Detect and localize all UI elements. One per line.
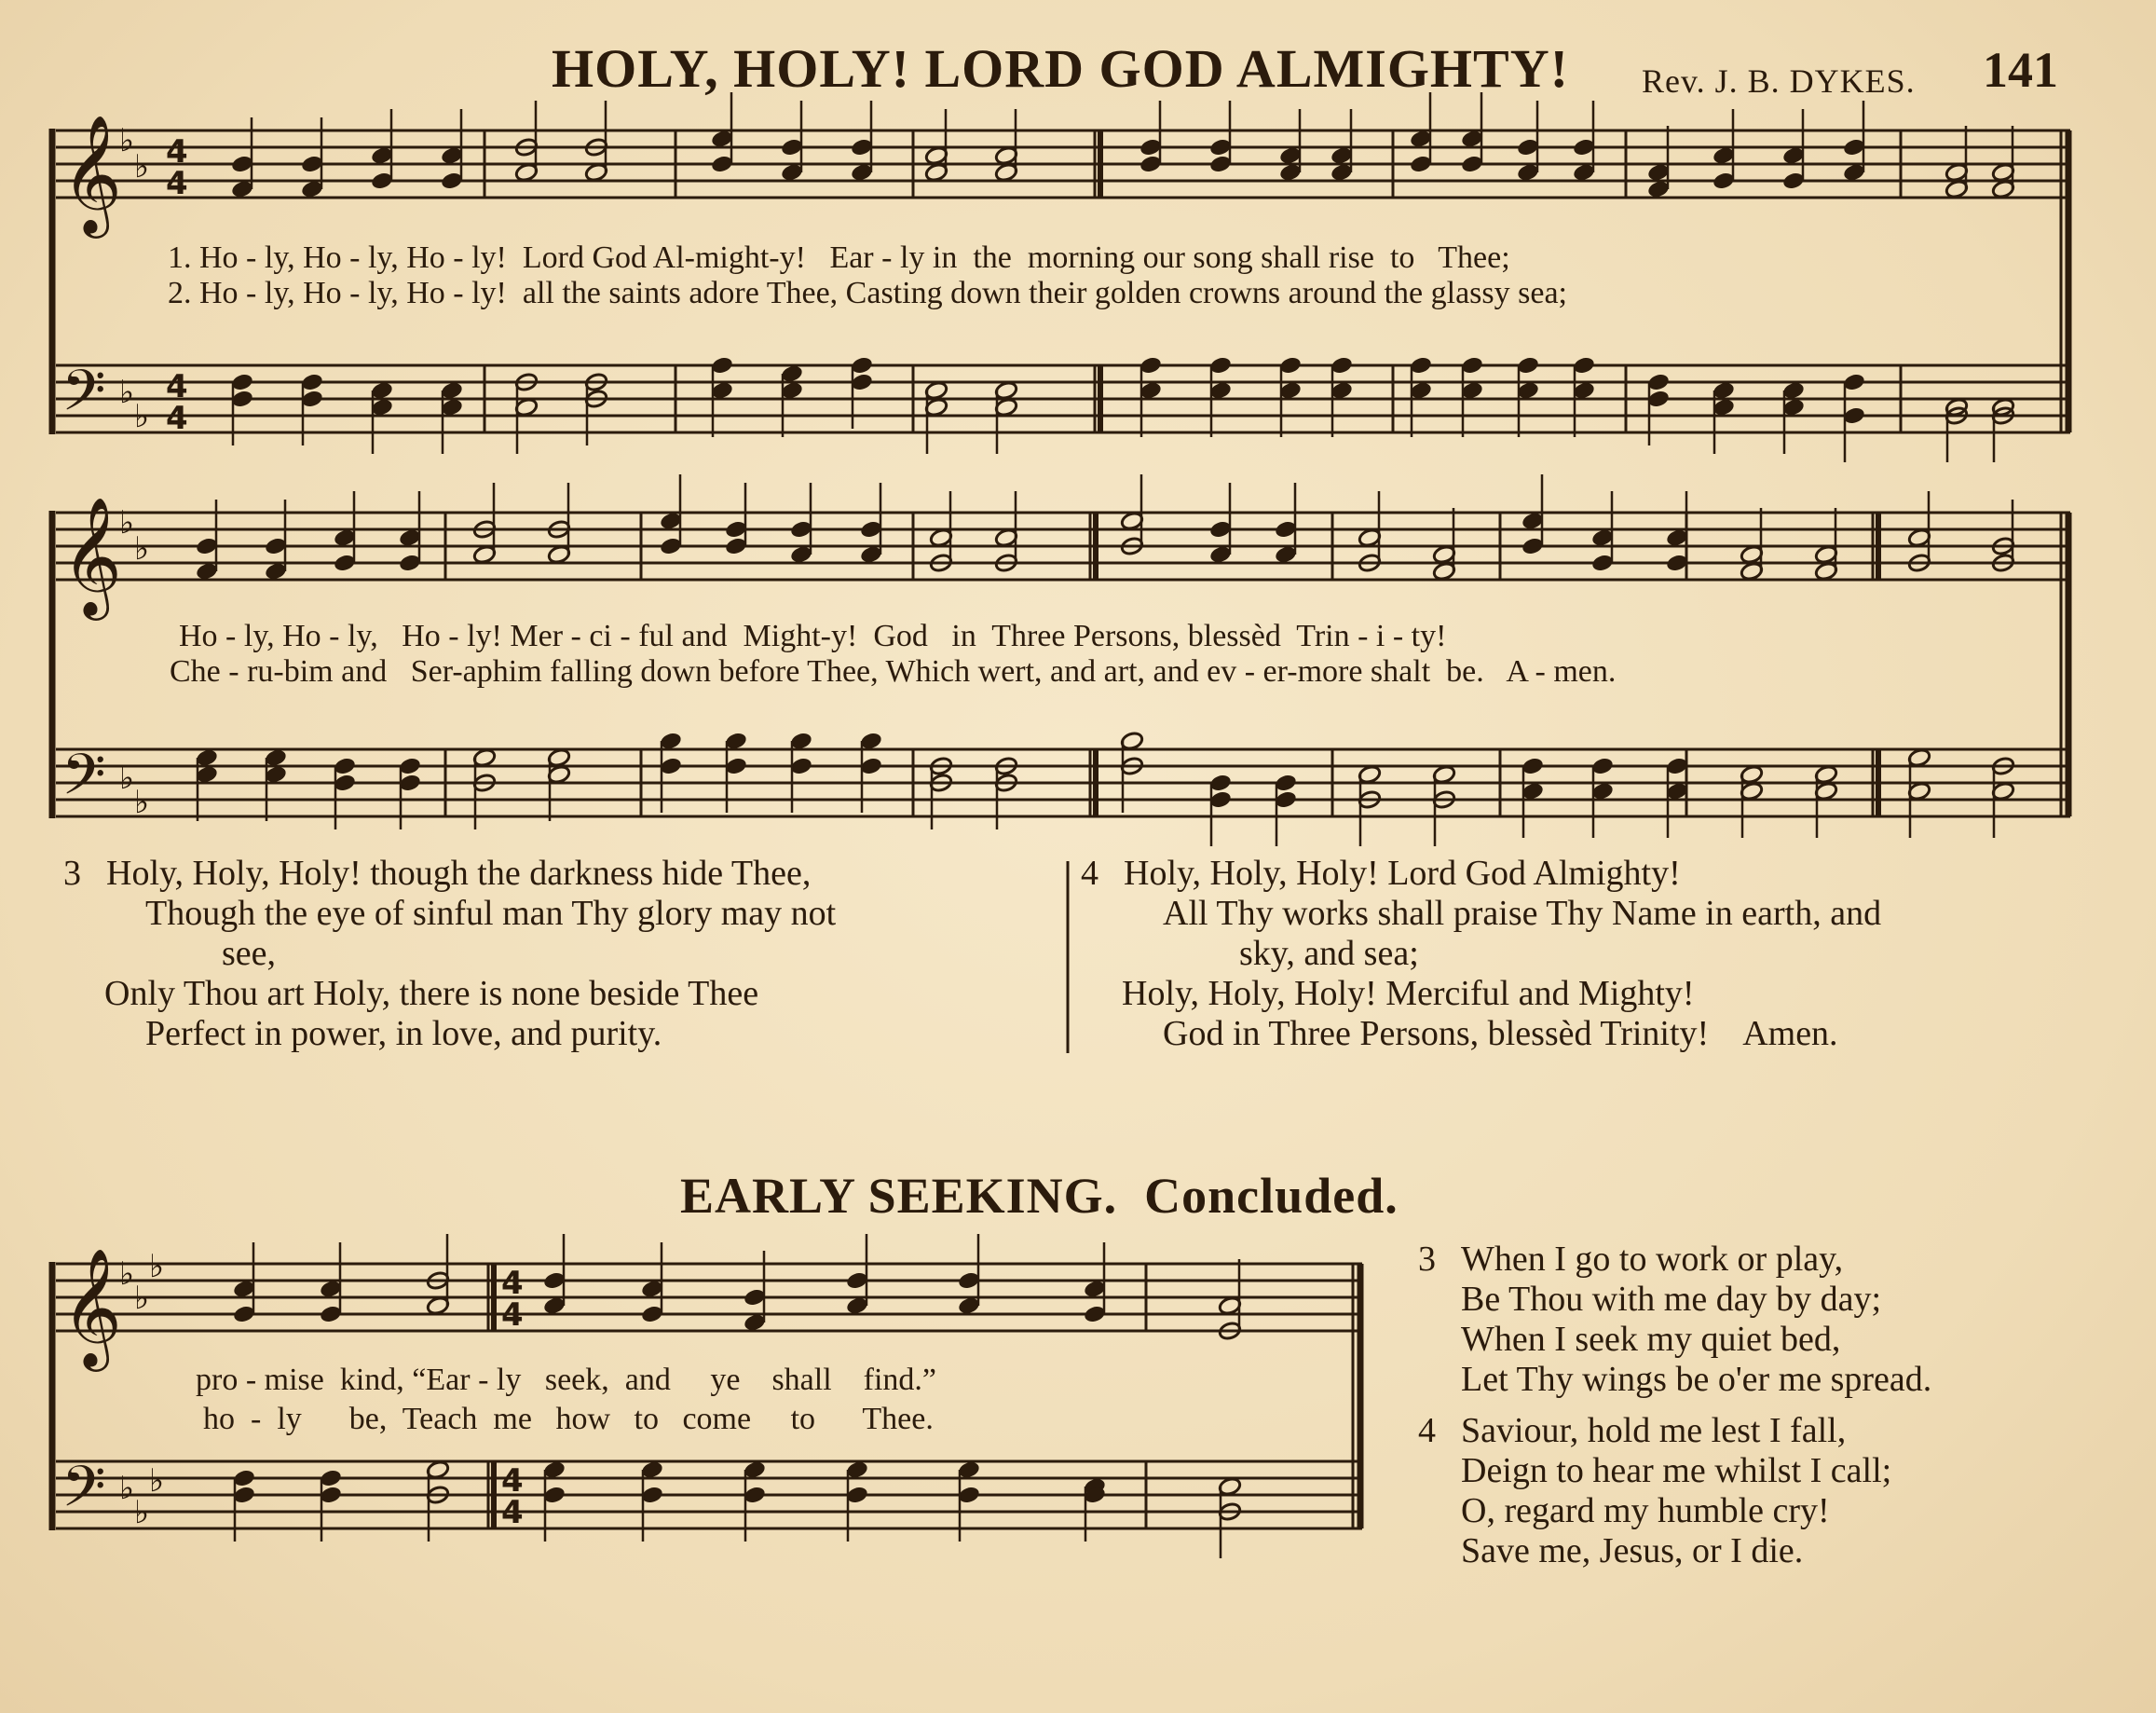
svg-text:♭: ♭ bbox=[134, 1280, 150, 1317]
hymn-title: HOLY, HOLY! LORD GOD ALMIGHTY! bbox=[552, 38, 1569, 99]
bass-clef-icon: 𝄢 bbox=[61, 358, 106, 438]
staff-system2-treble bbox=[56, 513, 2070, 580]
lyrics-early-seeking-line2: ho - ly be, Teach me how to come to Thee. bbox=[203, 1402, 934, 1436]
svg-text:♭: ♭ bbox=[119, 1470, 135, 1507]
svg-text:♭: ♭ bbox=[134, 148, 150, 185]
svg-text:♭: ♭ bbox=[149, 1462, 165, 1500]
svg-text:4: 4 bbox=[501, 1494, 524, 1531]
lyrics-early-seeking-line1: pro - mise kind, “Ear - ly seek, and ye shall find.” bbox=[196, 1363, 937, 1397]
lyrics-verse2-system1: 2. Ho - ly, Ho - ly, Ho - ly! all the saints adore Thee, Casting down their golden crowns around the glassy sea; bbox=[168, 276, 1567, 310]
staff-system1-treble bbox=[56, 130, 2070, 198]
time-signature: 4 bbox=[501, 1265, 524, 1302]
verse-number: 3 bbox=[1418, 1240, 1436, 1279]
composer-credit: Rev. J. B. DYKES. bbox=[1642, 62, 1916, 100]
svg-text:♭: ♭ bbox=[134, 784, 150, 821]
svg-text:♭: ♭ bbox=[149, 1248, 165, 1285]
verse-4: 4 Holy, Holy, Holy! Lord God Almighty! All Thy works shall praise Thy Name in earth, and sky, and sea; Holy, Holy, Holy! Merciful and Mighty! God in Three Persons, blessèd Trinity! Amen. bbox=[1081, 854, 1882, 1053]
staff-hymn2-treble bbox=[56, 1264, 1362, 1331]
svg-text:♭: ♭ bbox=[134, 1494, 150, 1531]
flat-icon bbox=[119, 122, 164, 1531]
svg-text:♭: ♭ bbox=[119, 504, 135, 541]
svg-text:♭: ♭ bbox=[119, 374, 135, 411]
lyrics-verse1-system1: 1. Ho - ly, Ho - ly, Ho - ly! Lord God Al-might-y! Ear - ly in the morning our song shall rise to Thee; bbox=[168, 240, 1510, 275]
staff-system2-bass bbox=[56, 749, 2070, 816]
lyrics-verse2-system2: Che - ru-bim and Ser-aphim falling down before Thee, Which wert, and art, and ev - er-more shalt be. A - men. bbox=[170, 654, 1617, 689]
svg-text:♭: ♭ bbox=[119, 760, 135, 797]
svg-text:♭: ♭ bbox=[119, 1255, 135, 1293]
treble-clef-icon: 𝄞 bbox=[61, 496, 123, 615]
svg-text:4: 4 bbox=[166, 165, 188, 202]
early-seeking-verse-4: 4 Saviour, hold me lest I fall, Deign to hear me whilst I call; O, regard my humble cry! Save me, Jesus, or I die. bbox=[1418, 1411, 1892, 1570]
bass-clef-icon: 𝄢 bbox=[61, 1454, 106, 1534]
staff-system1-bass bbox=[56, 365, 2070, 432]
svg-text:4: 4 bbox=[501, 1462, 524, 1500]
svg-text:4: 4 bbox=[166, 368, 188, 405]
page-number: 141 bbox=[1983, 42, 2058, 98]
treble-clef-icon: 𝄞 bbox=[61, 1247, 123, 1366]
verse-number: 4 bbox=[1418, 1411, 1436, 1450]
time-signature: 4 bbox=[166, 133, 188, 171]
svg-text:4: 4 bbox=[166, 400, 188, 437]
bass-clef-icon: 𝄢 bbox=[61, 742, 106, 822]
early-seeking-verse-3: 3 When I go to work or play, Be Thou with me day by day; When I seek my quiet bed, Let Thy wings be o'er me spread. bbox=[1418, 1240, 1932, 1399]
verse-number: 4 bbox=[1081, 854, 1098, 893]
svg-text:♭: ♭ bbox=[134, 530, 150, 568]
svg-text:4: 4 bbox=[501, 1296, 524, 1334]
svg-text:♭: ♭ bbox=[134, 398, 150, 435]
verse-3: 3 Holy, Holy, Holy! though the darkness hide Thee, Though the eye of sinful man Thy glory may not see, Only Thou art Holy, there is none beside Thee Perfect in power, in love, and purity. bbox=[63, 854, 837, 1053]
svg-text:♭: ♭ bbox=[119, 122, 135, 159]
verse-number: 3 bbox=[63, 854, 81, 893]
treble-clef-icon: 𝄞 bbox=[61, 114, 123, 233]
lyrics-verse1-system2: Ho - ly, Ho - ly, Ho - ly! Mer - ci - ful and Might-y! God in Three Persons, blessèd Trin - i - ty! bbox=[179, 619, 1447, 653]
section-title: EARLY SEEKING. Concluded. bbox=[680, 1168, 1399, 1224]
